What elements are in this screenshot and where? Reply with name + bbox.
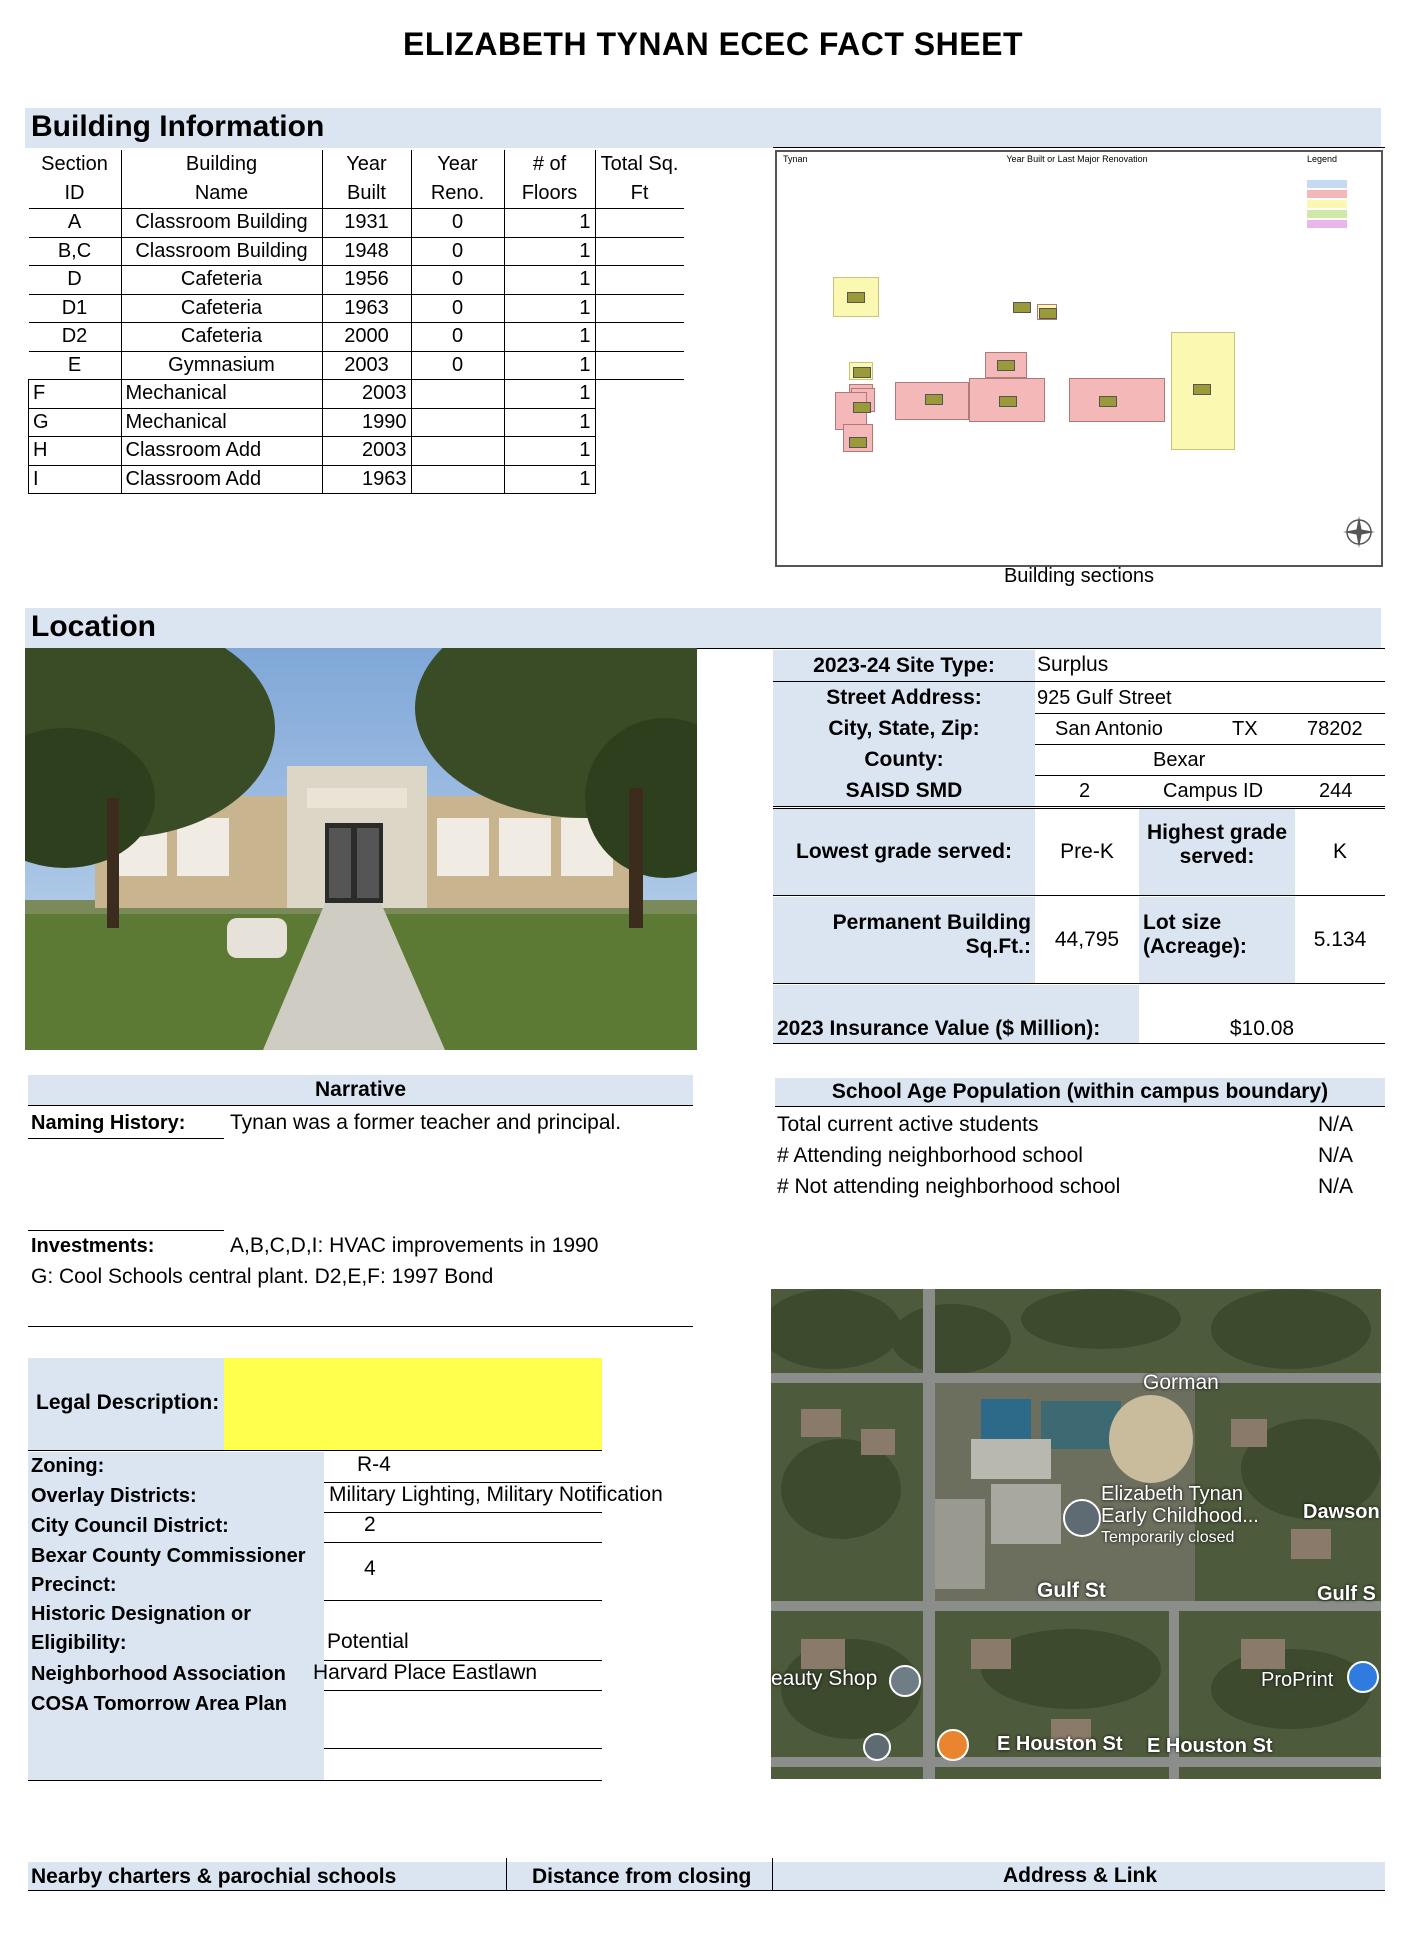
lowest-grade-label: Lowest grade served: [773, 809, 1035, 895]
zoning-value: R-4 [357, 1453, 391, 1476]
population-label: Total current active students [777, 1113, 1039, 1136]
cell-section-id: D2 [29, 323, 122, 352]
divider [324, 1600, 602, 1601]
county-label: County: [773, 744, 1035, 775]
cell-building-name: Classroom Building [121, 237, 322, 266]
map-label-school: Elizabeth Tynan Early Childhood... Temporarily closed [1101, 1483, 1259, 1546]
population-title: School Age Population (within campus boundary) [831, 1080, 1329, 1103]
campus-id-label: Campus ID [1163, 780, 1264, 802]
map-label-dawson: Dawson [1303, 1501, 1380, 1523]
cell-floors: 1 [504, 380, 595, 409]
cell-total-sqft [595, 294, 684, 323]
cell-year-reno [411, 437, 504, 466]
site-type-row [773, 650, 1385, 682]
commissioner-value: 4 [364, 1557, 376, 1580]
map-label-beauty-shop: eauty Shop [771, 1667, 878, 1690]
location-header [25, 608, 1381, 648]
divider [324, 1748, 602, 1749]
cell-floors: 1 [504, 351, 595, 380]
map-label [1099, 396, 1117, 407]
map-label-houston-2: E Houston St [1147, 1735, 1273, 1757]
cell-building-name: Gymnasium [121, 351, 322, 380]
building-table [28, 150, 684, 494]
cell-total-sqft [595, 266, 684, 295]
cell-total-sqft [595, 437, 684, 466]
map-label-gulf-st: Gulf St [1037, 1579, 1106, 1602]
historic-label: Historic Designation or Eligibility: [28, 1600, 324, 1661]
county-value: Bexar [1153, 749, 1206, 771]
cell-floors: 1 [504, 465, 595, 494]
cell-year-reno [411, 408, 504, 437]
insurance-label-cell [773, 985, 1139, 1043]
cell-year-reno: 0 [411, 237, 504, 266]
shop-pin-icon[interactable] [889, 1665, 921, 1697]
divider [772, 1858, 773, 1890]
cell-year-built: 2003 [322, 437, 411, 466]
cell-floors: 1 [504, 437, 595, 466]
map-label-proprint: ProPrint [1261, 1669, 1334, 1691]
table-row [29, 408, 684, 437]
map-label-houston-1: E Houston St [997, 1733, 1123, 1755]
nearby-col-schools: Nearby charters & parochial schools [31, 1865, 397, 1888]
population-value: N/A [1318, 1113, 1354, 1136]
building-sections-map [775, 150, 1383, 567]
cell-section-id: F [29, 380, 122, 409]
narrative-title: Narrative [314, 1078, 407, 1101]
street-value: 925 Gulf Street [1037, 687, 1172, 709]
cosa-label: COSA Tomorrow Area Plan [28, 1690, 324, 1781]
cell-building-name: Mechanical [121, 380, 322, 409]
population-label: # Attending neighborhood school [777, 1144, 1083, 1167]
map-label-gulf-st-right: Gulf S [1317, 1583, 1376, 1605]
cell-total-sqft [595, 323, 684, 352]
council-value: 2 [364, 1513, 376, 1536]
table-row [29, 294, 684, 323]
divider [28, 1326, 693, 1327]
cell-total-sqft [595, 465, 684, 494]
historic-value: Potential [327, 1630, 409, 1653]
smd-label: SAISD SMD [773, 775, 1035, 806]
legend-swatch [1307, 220, 1347, 228]
cell-floors: 1 [504, 323, 595, 352]
street-label: Street Address: [773, 682, 1035, 713]
table-row [29, 351, 684, 380]
map-label [853, 367, 871, 378]
grade-row [773, 808, 1385, 896]
map-title: Year Built or Last Major Renovation [1006, 154, 1148, 164]
cell-total-sqft [595, 351, 684, 380]
investments-line-1: A,B,C,D,I: HVAC improvements in 1990 [230, 1234, 599, 1257]
map-label [1039, 308, 1057, 319]
cell-section-id: E [29, 351, 122, 380]
insurance-label: 2023 Insurance Value ($ Million): [777, 1017, 1101, 1040]
table-row [29, 323, 684, 352]
aerial-map [771, 1289, 1381, 1779]
cell-year-reno [411, 465, 504, 494]
site-type-value: Surplus [1037, 653, 1109, 676]
cell-building-name: Cafeteria [121, 266, 322, 295]
nearby-schools-header [28, 1862, 1385, 1891]
cell-total-sqft [595, 209, 684, 238]
insurance-value: $10.08 [1229, 1017, 1295, 1040]
cell-year-reno: 0 [411, 351, 504, 380]
divider [773, 147, 1385, 148]
city-row [773, 713, 1385, 745]
table-row [29, 465, 684, 494]
cell-year-built: 1963 [322, 294, 411, 323]
lot-size-label: Lot size (Acreage): [1139, 897, 1295, 983]
col-floors: # of Floors [504, 150, 595, 209]
zoning-label: Zoning: [28, 1452, 324, 1483]
cell-building-name: Classroom Add [121, 465, 322, 494]
divider [28, 1230, 224, 1231]
map-label [925, 394, 943, 405]
table-row [29, 209, 684, 238]
cell-floors: 1 [504, 237, 595, 266]
cell-year-reno [411, 380, 504, 409]
neighborhood-label: Neighborhood Association [28, 1660, 324, 1691]
map-label [1013, 302, 1031, 313]
legal-description-label: Legal Description: [36, 1391, 220, 1414]
sqft-row [773, 897, 1385, 984]
investments-line-2: G: Cool Schools central plant. D2,E,F: 1997 Bond [31, 1265, 494, 1288]
smd-value: 2 [1079, 780, 1091, 802]
store-pin-icon[interactable] [1347, 1661, 1379, 1693]
population-value: N/A [1318, 1144, 1354, 1167]
highest-grade-label: Highest grade served: [1139, 809, 1295, 895]
cell-section-id: G [29, 408, 122, 437]
map-caption: Building sections [1003, 565, 1155, 587]
naming-history-label: Naming History: [31, 1112, 186, 1134]
divider [28, 1138, 224, 1139]
nearby-col-distance: Distance from closing [532, 1865, 752, 1888]
cell-section-id: D [29, 266, 122, 295]
commissioner-label: Bexar County Commissioner Precinct: [28, 1542, 324, 1601]
nearby-col-address: Address & Link [1003, 1864, 1158, 1887]
col-section-id: Section ID [29, 150, 122, 209]
cell-floors: 1 [504, 266, 595, 295]
divider [324, 1690, 602, 1691]
transit-pin-icon[interactable] [863, 1733, 891, 1761]
cell-year-reno: 0 [411, 209, 504, 238]
smd-row [773, 775, 1385, 807]
col-year-built: Year Built [322, 150, 411, 209]
cell-building-name: Classroom Add [121, 437, 322, 466]
site-type-label: 2023-24 Site Type: [773, 650, 1035, 681]
cell-total-sqft [595, 380, 684, 409]
table-row [29, 380, 684, 409]
street-row [773, 682, 1385, 714]
cell-year-reno: 0 [411, 266, 504, 295]
city-label: City, State, Zip: [773, 713, 1035, 744]
divider [324, 1780, 602, 1781]
location-title: Location [31, 610, 156, 643]
population-value: N/A [1318, 1175, 1354, 1198]
cell-section-id: H [29, 437, 122, 466]
population-header [775, 1078, 1385, 1107]
restaurant-pin-icon[interactable] [937, 1729, 969, 1761]
cell-building-name: Cafeteria [121, 323, 322, 352]
zip-value: 78202 [1307, 718, 1363, 740]
legend-swatch [1307, 190, 1347, 198]
campus-id-value: 244 [1319, 780, 1353, 802]
legend-swatch [1307, 210, 1347, 218]
divider [28, 1450, 602, 1451]
legal-label-cell [28, 1358, 224, 1450]
cell-year-reno: 0 [411, 294, 504, 323]
divider [697, 648, 1385, 649]
cell-year-built: 1931 [322, 209, 411, 238]
school-photo [25, 648, 697, 1050]
lowest-grade-value: Pre-K [1060, 840, 1114, 863]
council-label: City Council District: [28, 1512, 324, 1543]
insurance-row [773, 985, 1385, 1044]
building-info-header [25, 108, 1381, 148]
cell-year-reno: 0 [411, 323, 504, 352]
naming-history-text: Tynan was a former teacher and principal. [230, 1111, 622, 1134]
map-label-gorman: Gorman [1143, 1371, 1219, 1394]
cell-section-id: I [29, 465, 122, 494]
state-value: TX [1232, 718, 1258, 740]
neighborhood-value: Harvard Place Eastlawn [313, 1661, 538, 1684]
table-row [29, 266, 684, 295]
divider [506, 1858, 507, 1890]
map-legend-title: Legend [1307, 154, 1338, 164]
narrative-header [28, 1075, 693, 1106]
cell-building-name: Classroom Building [121, 209, 322, 238]
legend-swatch [1307, 180, 1347, 188]
perm-sqft-label: Permanent Building Sq.Ft.: [773, 897, 1035, 983]
perm-sqft-value: 44,795 [1054, 928, 1120, 951]
cell-floors: 1 [504, 408, 595, 437]
cell-year-built: 1963 [322, 465, 411, 494]
cell-section-id: D1 [29, 294, 122, 323]
cell-year-built: 1990 [322, 408, 411, 437]
cell-floors: 1 [504, 294, 595, 323]
population-label: # Not attending neighborhood school [777, 1175, 1121, 1198]
col-year-reno: Year Reno. [411, 150, 504, 209]
school-pin-icon[interactable] [1063, 1499, 1101, 1537]
table-row [29, 437, 684, 466]
map-title-left: Tynan [783, 154, 808, 164]
building-info-title: Building Information [31, 110, 325, 143]
cell-year-built: 2000 [322, 323, 411, 352]
legend-swatch [1307, 200, 1347, 208]
highest-grade-value: K [1332, 840, 1347, 863]
col-total-sqft: Total Sq. Ft [595, 150, 684, 209]
legal-description-value [224, 1358, 602, 1450]
overlay-value: Military Lighting, Military Notification [329, 1483, 663, 1506]
cell-year-built: 1948 [322, 237, 411, 266]
cell-floors: 1 [504, 209, 595, 238]
lot-size-value: 5.134 [1313, 928, 1367, 951]
compass-icon [1341, 514, 1377, 550]
map-label [847, 292, 865, 303]
col-building-name: Building Name [121, 150, 322, 209]
overlay-label: Overlay Districts: [28, 1482, 324, 1513]
cell-year-built: 2003 [322, 380, 411, 409]
page-title: ELIZABETH TYNAN ECEC FACT SHEET [403, 26, 1023, 62]
table-header-row [29, 150, 684, 209]
map-label [999, 396, 1017, 407]
cell-total-sqft [595, 237, 684, 266]
county-row [773, 744, 1385, 776]
map-label [853, 402, 871, 413]
cell-year-built: 2003 [322, 351, 411, 380]
investments-label: Investments: [31, 1235, 155, 1257]
city-value: San Antonio [1055, 718, 1163, 740]
map-label [1193, 384, 1211, 395]
cell-section-id: A [29, 209, 122, 238]
cell-building-name: Mechanical [121, 408, 322, 437]
cell-building-name: Cafeteria [121, 294, 322, 323]
map-label [849, 437, 867, 448]
cell-year-built: 1956 [322, 266, 411, 295]
cell-total-sqft [595, 408, 684, 437]
table-row [29, 237, 684, 266]
building-shape [1069, 378, 1165, 422]
divider [324, 1542, 602, 1543]
cell-section-id: B,C [29, 237, 122, 266]
map-label [997, 360, 1015, 371]
